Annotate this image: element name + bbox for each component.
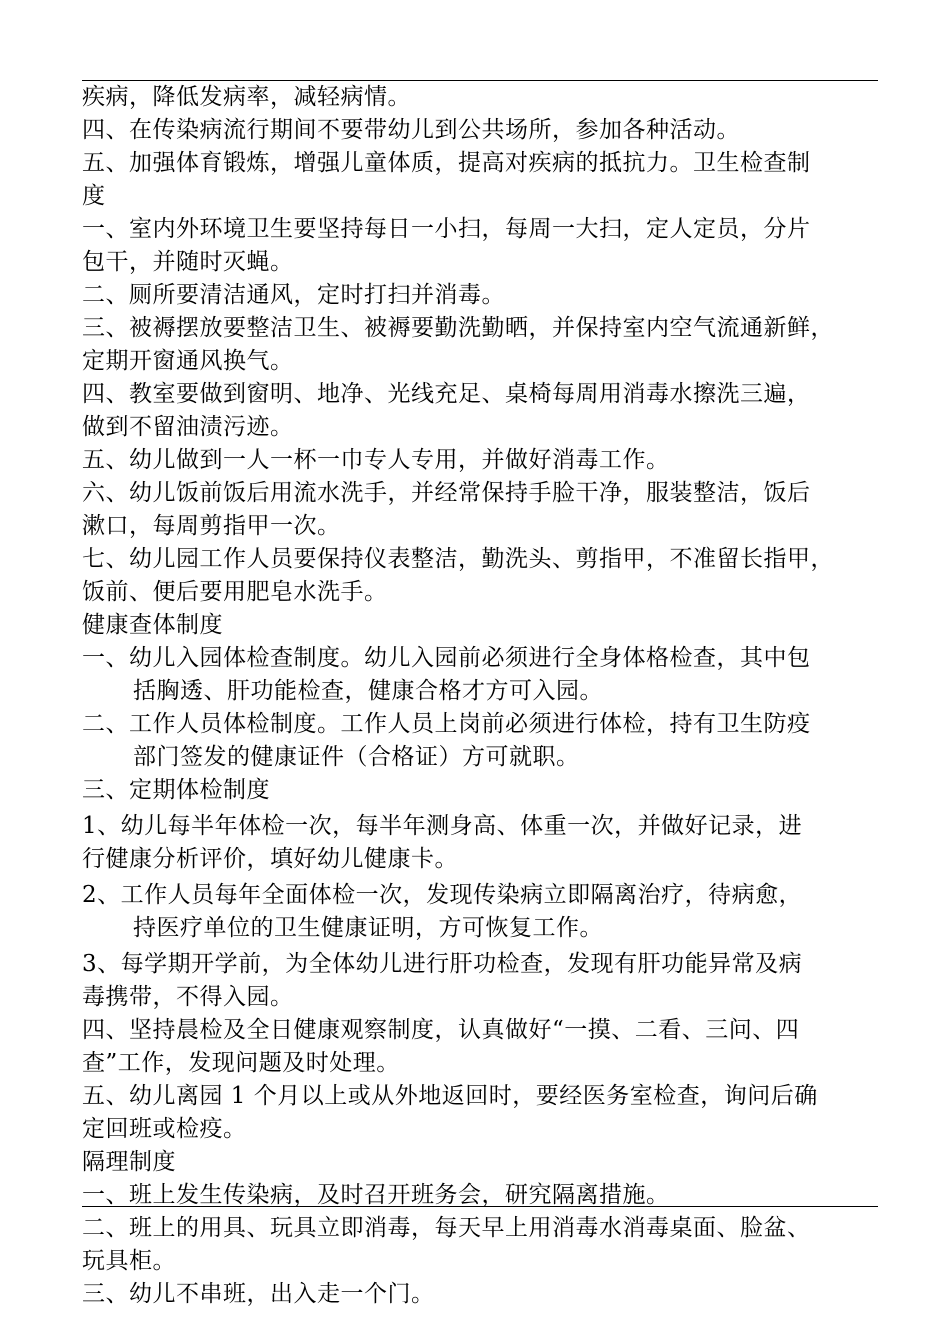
text-line: 疾病，降低发病率，减轻病情。 — [82, 84, 411, 110]
text-line: 饭前、便后要用肥皂水洗手。 — [82, 579, 388, 605]
text-line: 五、幼儿离园 1 个月以上或从外地返回时，要经医务室检查，询问后确 — [82, 1083, 818, 1109]
text-line: 定回班或检疫。 — [82, 1116, 247, 1142]
text-line: 括胸透、肝功能检查，健康合格才方可入园。 — [133, 678, 603, 704]
text-line: 五、幼儿做到一人一杯一巾专人专用，并做好消毒工作。 — [82, 447, 670, 473]
text-line: 2、工作人员每年全面体检一次，发现传染病立即隔离治疗，待病愈， — [82, 882, 803, 908]
text-line: 部门签发的健康证件（合格证）方可就职。 — [133, 744, 580, 770]
text-line: 二、厕所要清洁通风，定时打扫并消毒。 — [82, 282, 505, 308]
section-heading: 健康查体制度 — [82, 612, 223, 638]
text-line: 四、在传染病流行期间不要带幼儿到公共场所，参加各种活动。 — [82, 117, 740, 143]
text-line: 五、加强体育锻炼，增强儿童体质，提高对疾病的抵抗力。卫生检查制 — [82, 150, 811, 176]
text-line: 三、被褥摆放要整洁卫生、被褥要勤洗勤晒，并保持室内空气流通新鲜， — [82, 315, 834, 341]
text-line: 二、工作人员体检制度。工作人员上岗前必须进行体检，持有卫生防疫 — [82, 711, 811, 737]
text-line: 度 — [82, 183, 106, 209]
text-line: 行健康分析评价，填好幼儿健康卡。 — [82, 846, 458, 872]
document-body — [82, 81, 882, 1311]
text-line: 做到不留油渍污迹。 — [82, 414, 294, 440]
text-line: 三、幼儿不串班，出入走一个门。 — [82, 1281, 435, 1307]
text-line: 玩具柜。 — [82, 1248, 176, 1274]
text-line: 查”工作，发现问题及时处理。 — [82, 1050, 400, 1076]
text-line: 3、每学期开学前，为全体幼儿进行肝功检查，发现有肝功能异常及病 — [82, 951, 803, 977]
text-line: 四、坚持晨检及全日健康观察制度，认真做好“一摸、二看、三问、四 — [82, 1017, 800, 1043]
section-heading: 隔理制度 — [82, 1149, 176, 1175]
text-line: 毒携带，不得入园。 — [82, 984, 294, 1010]
text-line: 定期开窗通风换气。 — [82, 348, 294, 374]
text-line: 六、幼儿饭前饭后用流水洗手，并经常保持手脸干净，服装整洁，饭后 — [82, 480, 811, 506]
text-line: 一、室内外环境卫生要坚持每日一小扫，每周一大扫，定人定员，分片 — [82, 216, 811, 242]
text-line: 三、定期体检制度 — [82, 777, 270, 803]
text-line: 1、幼儿每半年体检一次，每半年测身高、体重一次，并做好记录，进 — [82, 813, 803, 839]
text-line: 七、幼儿园工作人员要保持仪表整洁，勤洗头、剪指甲，不准留长指甲， — [82, 546, 834, 572]
text-line: 包干，并随时灭蝇。 — [82, 249, 294, 275]
text-line: 四、教室要做到窗明、地净、光线充足、桌椅每周用消毒水擦洗三遍， — [82, 381, 811, 407]
text-line: 持医疗单位的卫生健康证明，方可恢复工作。 — [133, 915, 603, 941]
text-line: 一、幼儿入园体检查制度。幼儿入园前必须进行全身体格检查，其中包 — [82, 645, 811, 671]
bottom-rule — [82, 1206, 878, 1207]
text-line: 二、班上的用具、玩具立即消毒，每天早上用消毒水消毒桌面、脸盆、 — [82, 1215, 811, 1241]
text-line: 漱口，每周剪指甲一次。 — [82, 513, 341, 539]
text-line: 一、班上发生传染病，及时召开班务会，研究隔离措施。 — [82, 1182, 670, 1208]
